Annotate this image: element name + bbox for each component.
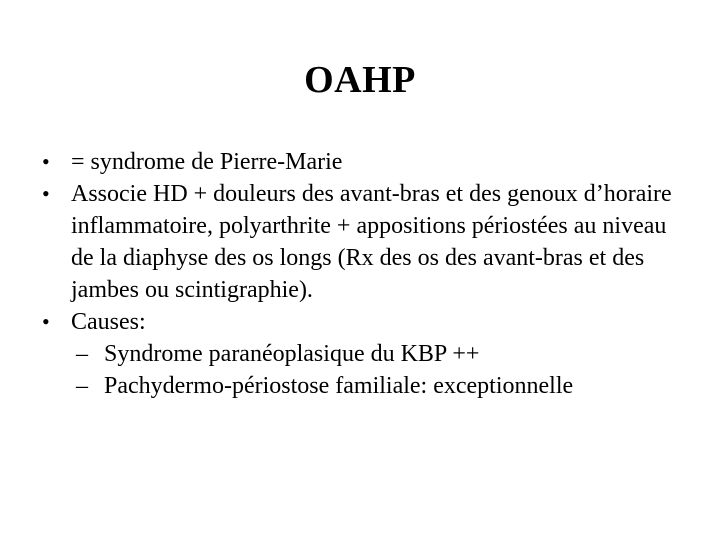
bullet-icon: • <box>42 149 50 174</box>
bullet-text: Associe HD + douleurs des avant-bras et des genoux d’horaire inflammatoire, polyarthrite + appositions périostées au niveau de la diaphyse des os longs (Rx des os des avant-bras et des jambes ou scintigraphie). <box>71 181 672 303</box>
bullet-item-synonym <box>42 146 682 178</box>
bullet-icon: • <box>42 181 50 206</box>
sub-bullet-text: Pachydermo-périostose familiale: exceptionnelle <box>104 373 574 399</box>
sub-bullet-item <box>71 370 682 402</box>
dash-icon: – <box>76 341 88 367</box>
slide-title: OAHP <box>304 59 416 101</box>
bullet-item-description <box>42 178 682 306</box>
bullet-list <box>42 146 682 402</box>
bullet-icon: • <box>42 309 50 334</box>
dash-icon: – <box>76 373 88 399</box>
sub-bullet-item <box>71 338 682 370</box>
sub-bullet-list <box>71 338 682 402</box>
bullet-text: = syndrome de Pierre-Marie <box>71 149 343 175</box>
bullet-text: Causes: <box>71 309 146 335</box>
sub-bullet-text: Syndrome paranéoplasique du KBP ++ <box>104 341 480 367</box>
slide-body <box>42 146 682 402</box>
bullet-item-causes <box>42 306 682 402</box>
